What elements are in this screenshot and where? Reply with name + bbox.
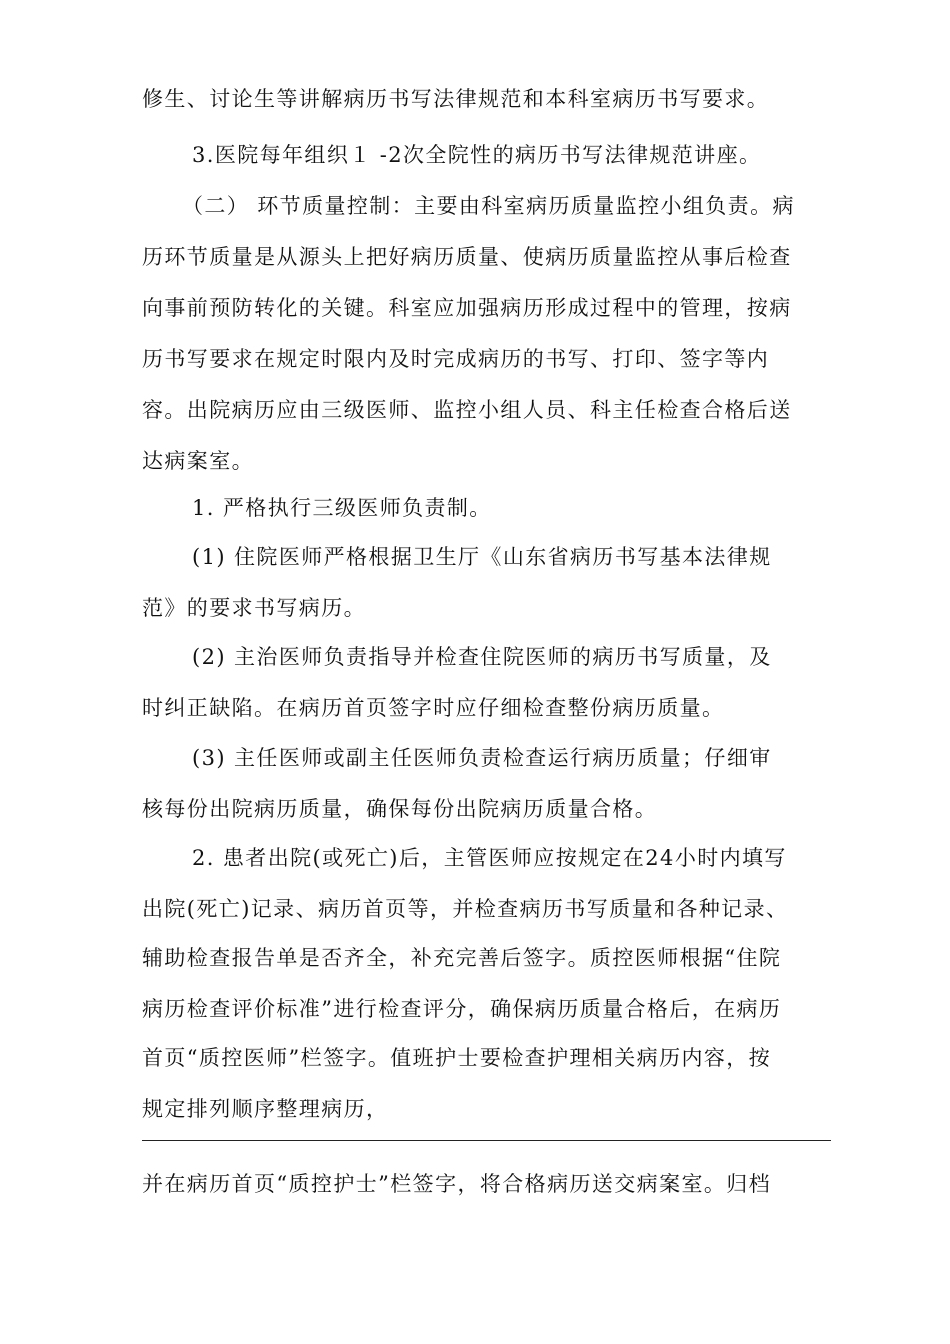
text-line: （二） 环节质量控制：主要由科室病历质量监控小组负责。病 — [182, 194, 795, 218]
page-divider — [142, 1140, 831, 1141]
text-line: 时纠正缺陷。在病历首页签字时应仔细检查整份病历质量。 — [142, 696, 725, 720]
text-line: 1. 严格执行三级医师负责制。 — [192, 496, 492, 520]
text-line: (1) 住院医师严格根据卫生厅《山东省病历书写基本法律规 — [192, 545, 772, 569]
text-line: (3) 主任医师或副主任医师负责检查运行病历质量；仔细审 — [192, 746, 772, 770]
text-line: 并在病历首页“质控护士”栏签字，将合格病历送交病案室。归档 — [142, 1172, 772, 1196]
text-line: 出院(死亡)记录、病历首页等，并检查病历书写质量和各种记录、 — [142, 897, 789, 921]
text-line: 2. 患者出院(或死亡)后，主管医师应按规定在24小时内填写 — [192, 846, 787, 870]
text-line: 辅助检查报告单是否齐全，补充完善后签字。质控医师根据“住院 — [142, 946, 782, 970]
text-line: 历书写要求在规定时限内及时完成病历的书写、打印、签字等内 — [142, 347, 770, 371]
text-line: 规定排列顺序整理病历， — [142, 1097, 389, 1121]
text-line: 向事前预防转化的关键。科室应加强病历形成过程中的管理，按病 — [142, 296, 792, 320]
text-line: 首页“质控医师”栏签字。值班护士要检查护理相关病历内容，按 — [142, 1046, 772, 1070]
text-line: 历环节质量是从源头上把好病历质量、使病历质量监控从事后检查 — [142, 245, 792, 269]
text-line: 核每份出院病历质量，确保每份出院病历质量合格。 — [142, 797, 658, 821]
text-line: 范》的要求书写病历。 — [142, 596, 366, 620]
text-line: 容。出院病历应由三级医师、监控小组人员、科主任检查合格后送 — [142, 398, 792, 422]
text-line: 修生、讨论生等讲解病历书写法律规范和本科室病历书写要求。 — [142, 87, 770, 111]
text-line: 3.医院每年组织１ -2次全院性的病历书写法律规范讲座。 — [192, 143, 762, 167]
text-line: (2) 主治医师负责指导并检查住院医师的病历书写质量，及 — [192, 645, 772, 669]
text-line: 病历检查评价标准”进行检查评分，确保病历质量合格后，在病历 — [142, 997, 782, 1021]
text-line: 达病案室。 — [142, 449, 254, 473]
